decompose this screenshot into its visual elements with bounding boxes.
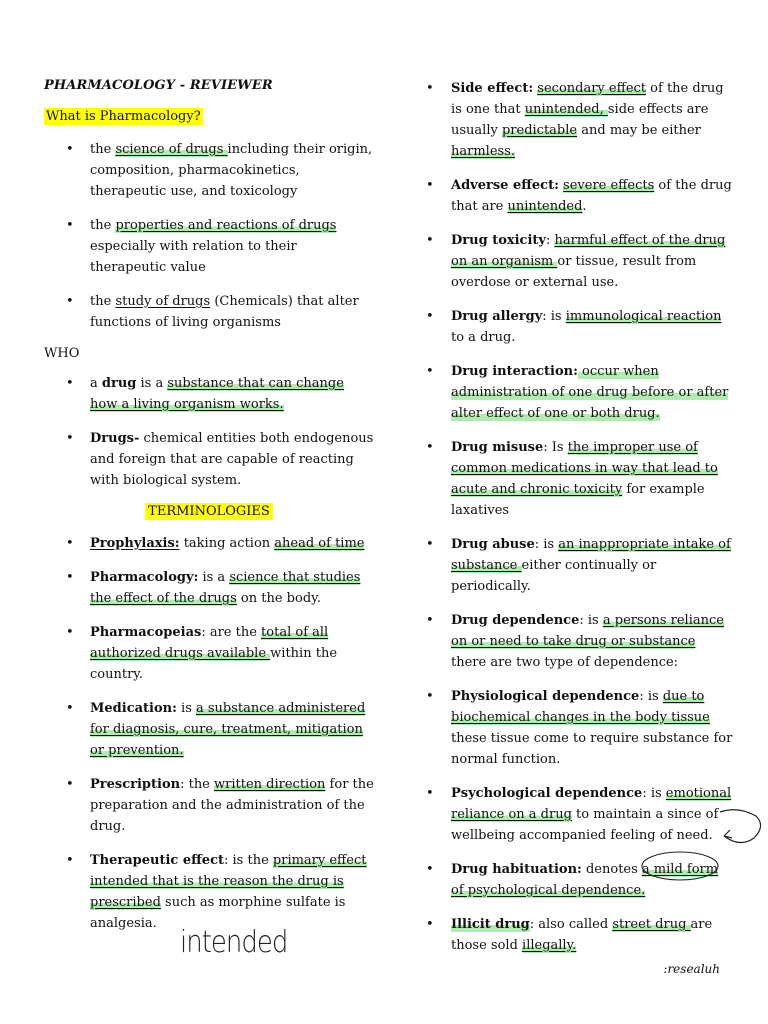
left-column xyxy=(44,78,374,947)
term-item: • Adverse effect: severe effects of the drug that are unintended. xyxy=(424,175,734,217)
handdrawn-arrow-icon xyxy=(718,808,764,858)
document-title: PHARMACOLOGY - REVIEWER xyxy=(44,78,273,93)
term-item: • Drug allergy: is immunological reaction to a drug. xyxy=(424,306,734,348)
term-item: • Prescription: the written direction for the preparation and the administration of the drug. xyxy=(44,774,374,837)
section-question: What is Pharmacology? xyxy=(46,109,201,124)
term-item: • Side effect: secondary effect of the drug is one that unintended, side effects are usually predictable and may be either harmless. xyxy=(424,78,734,162)
left-terms-list xyxy=(44,533,374,934)
who-label: WHO xyxy=(44,346,80,361)
list-item: • Drugs- chemical entities both endogenous and foreign that are capable of reacting with biological system. xyxy=(44,428,374,491)
signature: :resealuh xyxy=(663,962,720,976)
term-item: • Drug habituation: denotes a mild form of psychological dependence. xyxy=(424,859,734,901)
terminologies-heading: TERMINOLOGIES xyxy=(44,504,374,519)
right-terms-list xyxy=(424,78,734,956)
right-column xyxy=(424,78,734,969)
what-list xyxy=(44,139,374,333)
handwritten-note: intended xyxy=(180,925,288,961)
list-item: • the science of drugs including their origin, composition, pharmacokinetics, therapeutic use, and toxicology xyxy=(44,139,374,202)
term-item: • Drug abuse: is an inappropriate intake of substance either continually or periodically. xyxy=(424,534,734,597)
term-item: • Drug dependence: is a persons reliance on or need to take drug or substance there are two type of dependence: xyxy=(424,610,734,673)
term-item: • Pharmacology: is a science that studies the effect of the drugs on the body. xyxy=(44,567,374,609)
handdrawn-circle-icon xyxy=(638,848,724,884)
list-item: • the properties and reactions of drugs especially with relation to their therapeutic value xyxy=(44,215,374,278)
term-item: • Physiological dependence: is due to biochemical changes in the body tissue these tissue come to require substance for normal function. xyxy=(424,686,734,770)
term-item: • Psychological dependence: is emotional reliance on a drug to maintain a since of wellbeing accompanied feeling of need. xyxy=(424,783,734,846)
list-item: • the study of drugs (Chemicals) that alter functions of living organisms xyxy=(44,291,374,333)
term-item: • Medication: is a substance administered for diagnosis, cure, treatment, mitigation or prevention. xyxy=(44,698,374,761)
term-item: • Drug toxicity: harmful effect of the drug on an organism or tissue, result from overdose or external use. xyxy=(424,230,734,293)
term-item: • Drug interaction: occur when administration of one drug before or after alter effect of one or both drug. xyxy=(424,361,734,424)
term-item: • Prophylaxis: taking action ahead of time xyxy=(44,533,374,554)
who-list xyxy=(44,373,374,491)
term-item: • Therapeutic effect: is the primary effect intended that is the reason the drug is prescribed such as morphine sulfate is analgesia. xyxy=(44,850,374,934)
list-item: • a drug is a substance that can change how a living organism works. xyxy=(44,373,374,415)
term-item: • Illicit drug: also called street drug are those sold illegally. xyxy=(424,914,734,956)
term-item: • Drug misuse: Is the improper use of common medications in way that lead to acute and chronic toxicity for example laxatives xyxy=(424,437,734,521)
term-item: • Pharmacopeias: are the total of all authorized drugs available within the country. xyxy=(44,622,374,685)
